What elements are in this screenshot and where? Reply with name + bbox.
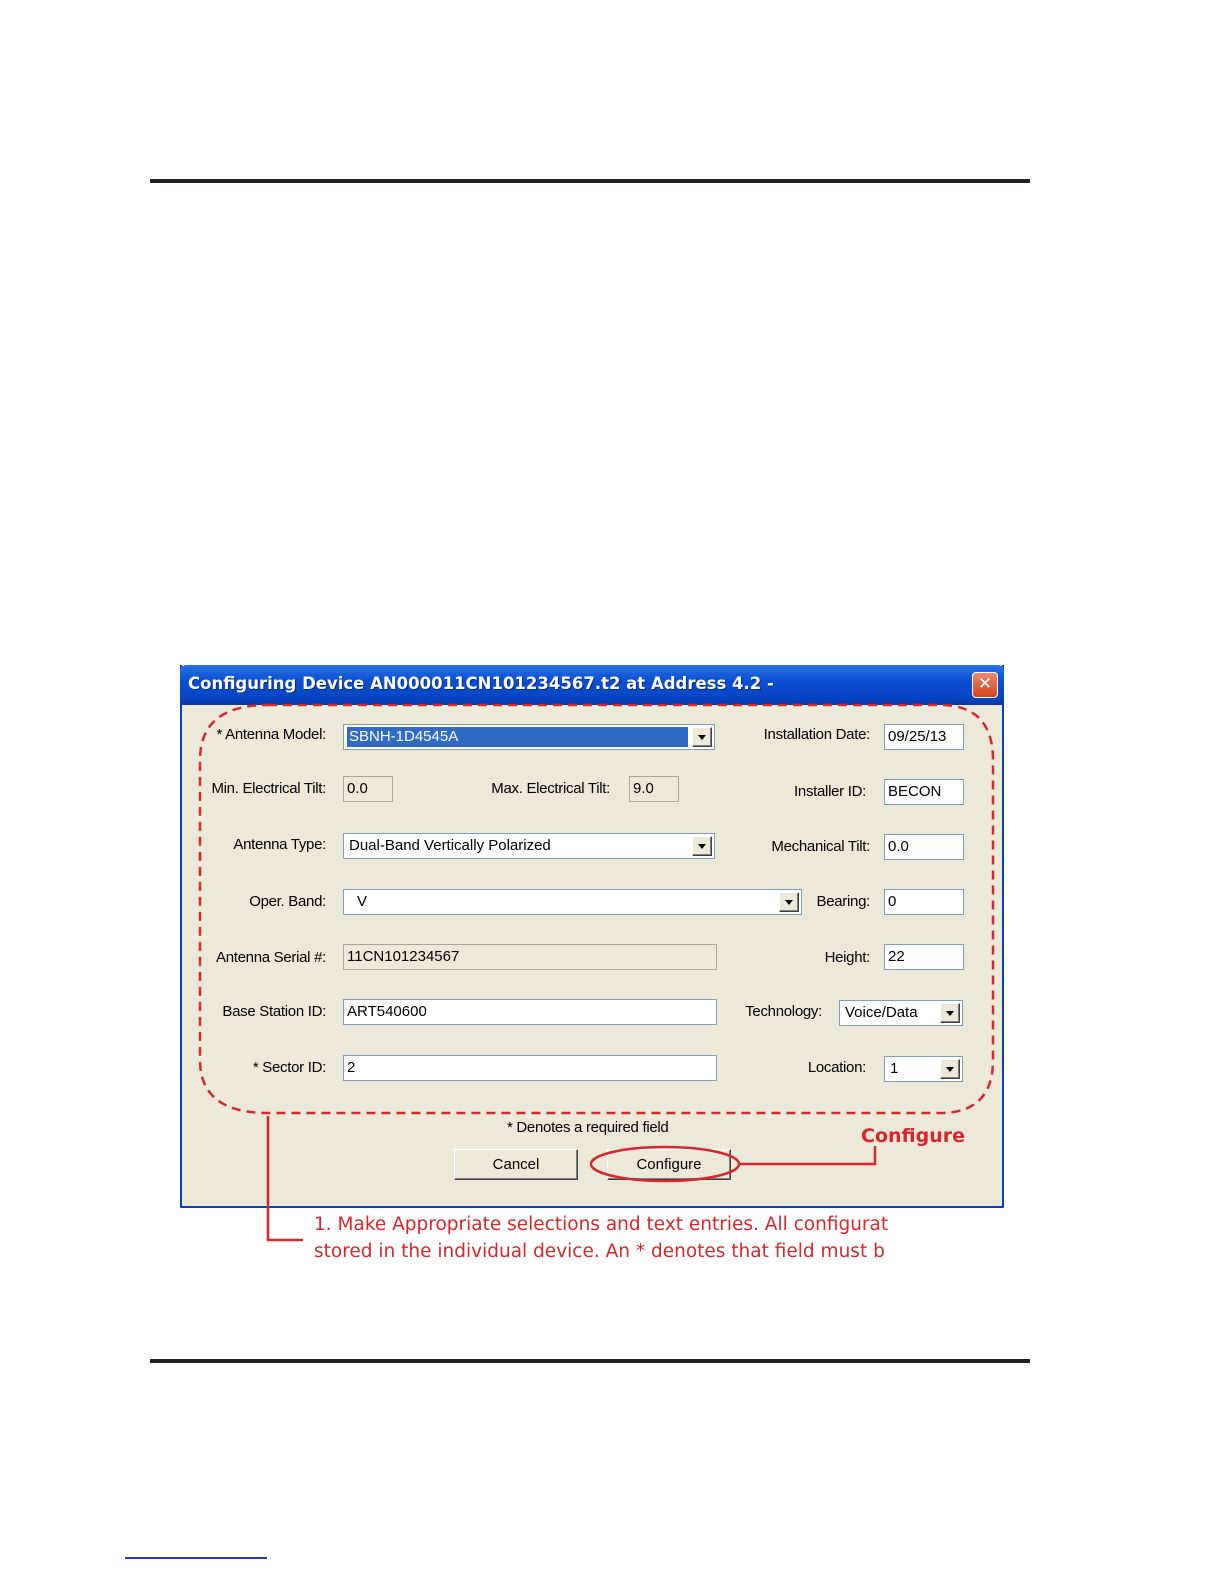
sector-id-label: * Sector ID:	[252, 1059, 326, 1076]
technology-select[interactable]	[839, 1000, 963, 1026]
antenna-model-label: * Antenna Model:	[216, 726, 326, 743]
antenna-serial-field: 11CN101234567	[343, 944, 717, 970]
close-icon[interactable]: ✕	[972, 672, 998, 698]
mechanical-tilt-input[interactable]: 0.0	[884, 834, 964, 860]
height-label: Height:	[824, 949, 870, 966]
antenna-model-select[interactable]	[343, 724, 715, 750]
base-station-id-label: Base Station ID:	[222, 1003, 326, 1020]
mechanical-tilt-label: Mechanical Tilt:	[771, 838, 870, 855]
oper-band-value: V	[357, 893, 368, 910]
configure-callout-label: Configure	[861, 1125, 965, 1147]
max-electrical-tilt-field: 9.0	[629, 776, 679, 802]
dialog-titlebar[interactable]	[180, 665, 1004, 705]
oper-band-select[interactable]	[343, 889, 802, 915]
chevron-down-icon[interactable]	[692, 727, 712, 747]
instruction-text-line-2: stored in the individual device. An * denotes that field must b	[314, 1241, 885, 1262]
location-select[interactable]	[884, 1056, 963, 1082]
antenna-type-value: Dual-Band Vertically Polarized	[349, 837, 551, 854]
required-field-note: * Denotes a required field	[507, 1119, 669, 1136]
cancel-button[interactable]: Cancel	[454, 1149, 578, 1180]
antenna-type-label: Antenna Type:	[233, 836, 326, 853]
configure-button[interactable]: Configure	[607, 1149, 731, 1180]
antenna-serial-label: Antenna Serial #:	[216, 949, 326, 966]
chevron-down-icon[interactable]	[940, 1059, 960, 1079]
oper-band-label: Oper. Band:	[249, 893, 326, 910]
antenna-model-value: SBNH-1D4545A	[347, 727, 688, 747]
location-value: 1	[890, 1060, 899, 1077]
chevron-down-icon[interactable]	[692, 836, 712, 856]
bearing-label: Bearing:	[816, 893, 870, 910]
dialog-title: Configuring Device AN000011CN101234567.t2 at Address 4.2 -	[188, 674, 774, 693]
installer-id-input[interactable]: BECON	[884, 779, 964, 805]
technology-value: Voice/Data	[845, 1004, 918, 1021]
max-electrical-tilt-label: Max. Electrical Tilt:	[491, 780, 610, 797]
chevron-down-icon[interactable]	[940, 1003, 960, 1023]
height-input[interactable]: 22	[884, 944, 964, 970]
antenna-type-select[interactable]	[343, 833, 715, 859]
bearing-input[interactable]: 0	[884, 889, 964, 915]
installer-id-label: Installer ID:	[794, 783, 866, 800]
technology-label: Technology:	[745, 1003, 822, 1020]
top-rule	[150, 179, 1030, 183]
installation-date-input[interactable]: 09/25/13	[884, 724, 964, 750]
base-station-id-input[interactable]: ART540600	[343, 999, 717, 1025]
chevron-down-icon[interactable]	[779, 892, 799, 912]
footer-link-underline	[125, 1557, 267, 1559]
min-electrical-tilt-field: 0.0	[343, 776, 393, 802]
min-electrical-tilt-label: Min. Electrical Tilt:	[211, 780, 326, 797]
sector-id-input[interactable]: 2	[343, 1055, 717, 1081]
installation-date-label: Installation Date:	[763, 726, 870, 743]
location-label: Location:	[807, 1059, 866, 1076]
bottom-rule	[150, 1359, 1030, 1363]
instruction-text-line-1: 1. Make Appropriate selections and text entries. All configurat	[314, 1214, 889, 1235]
